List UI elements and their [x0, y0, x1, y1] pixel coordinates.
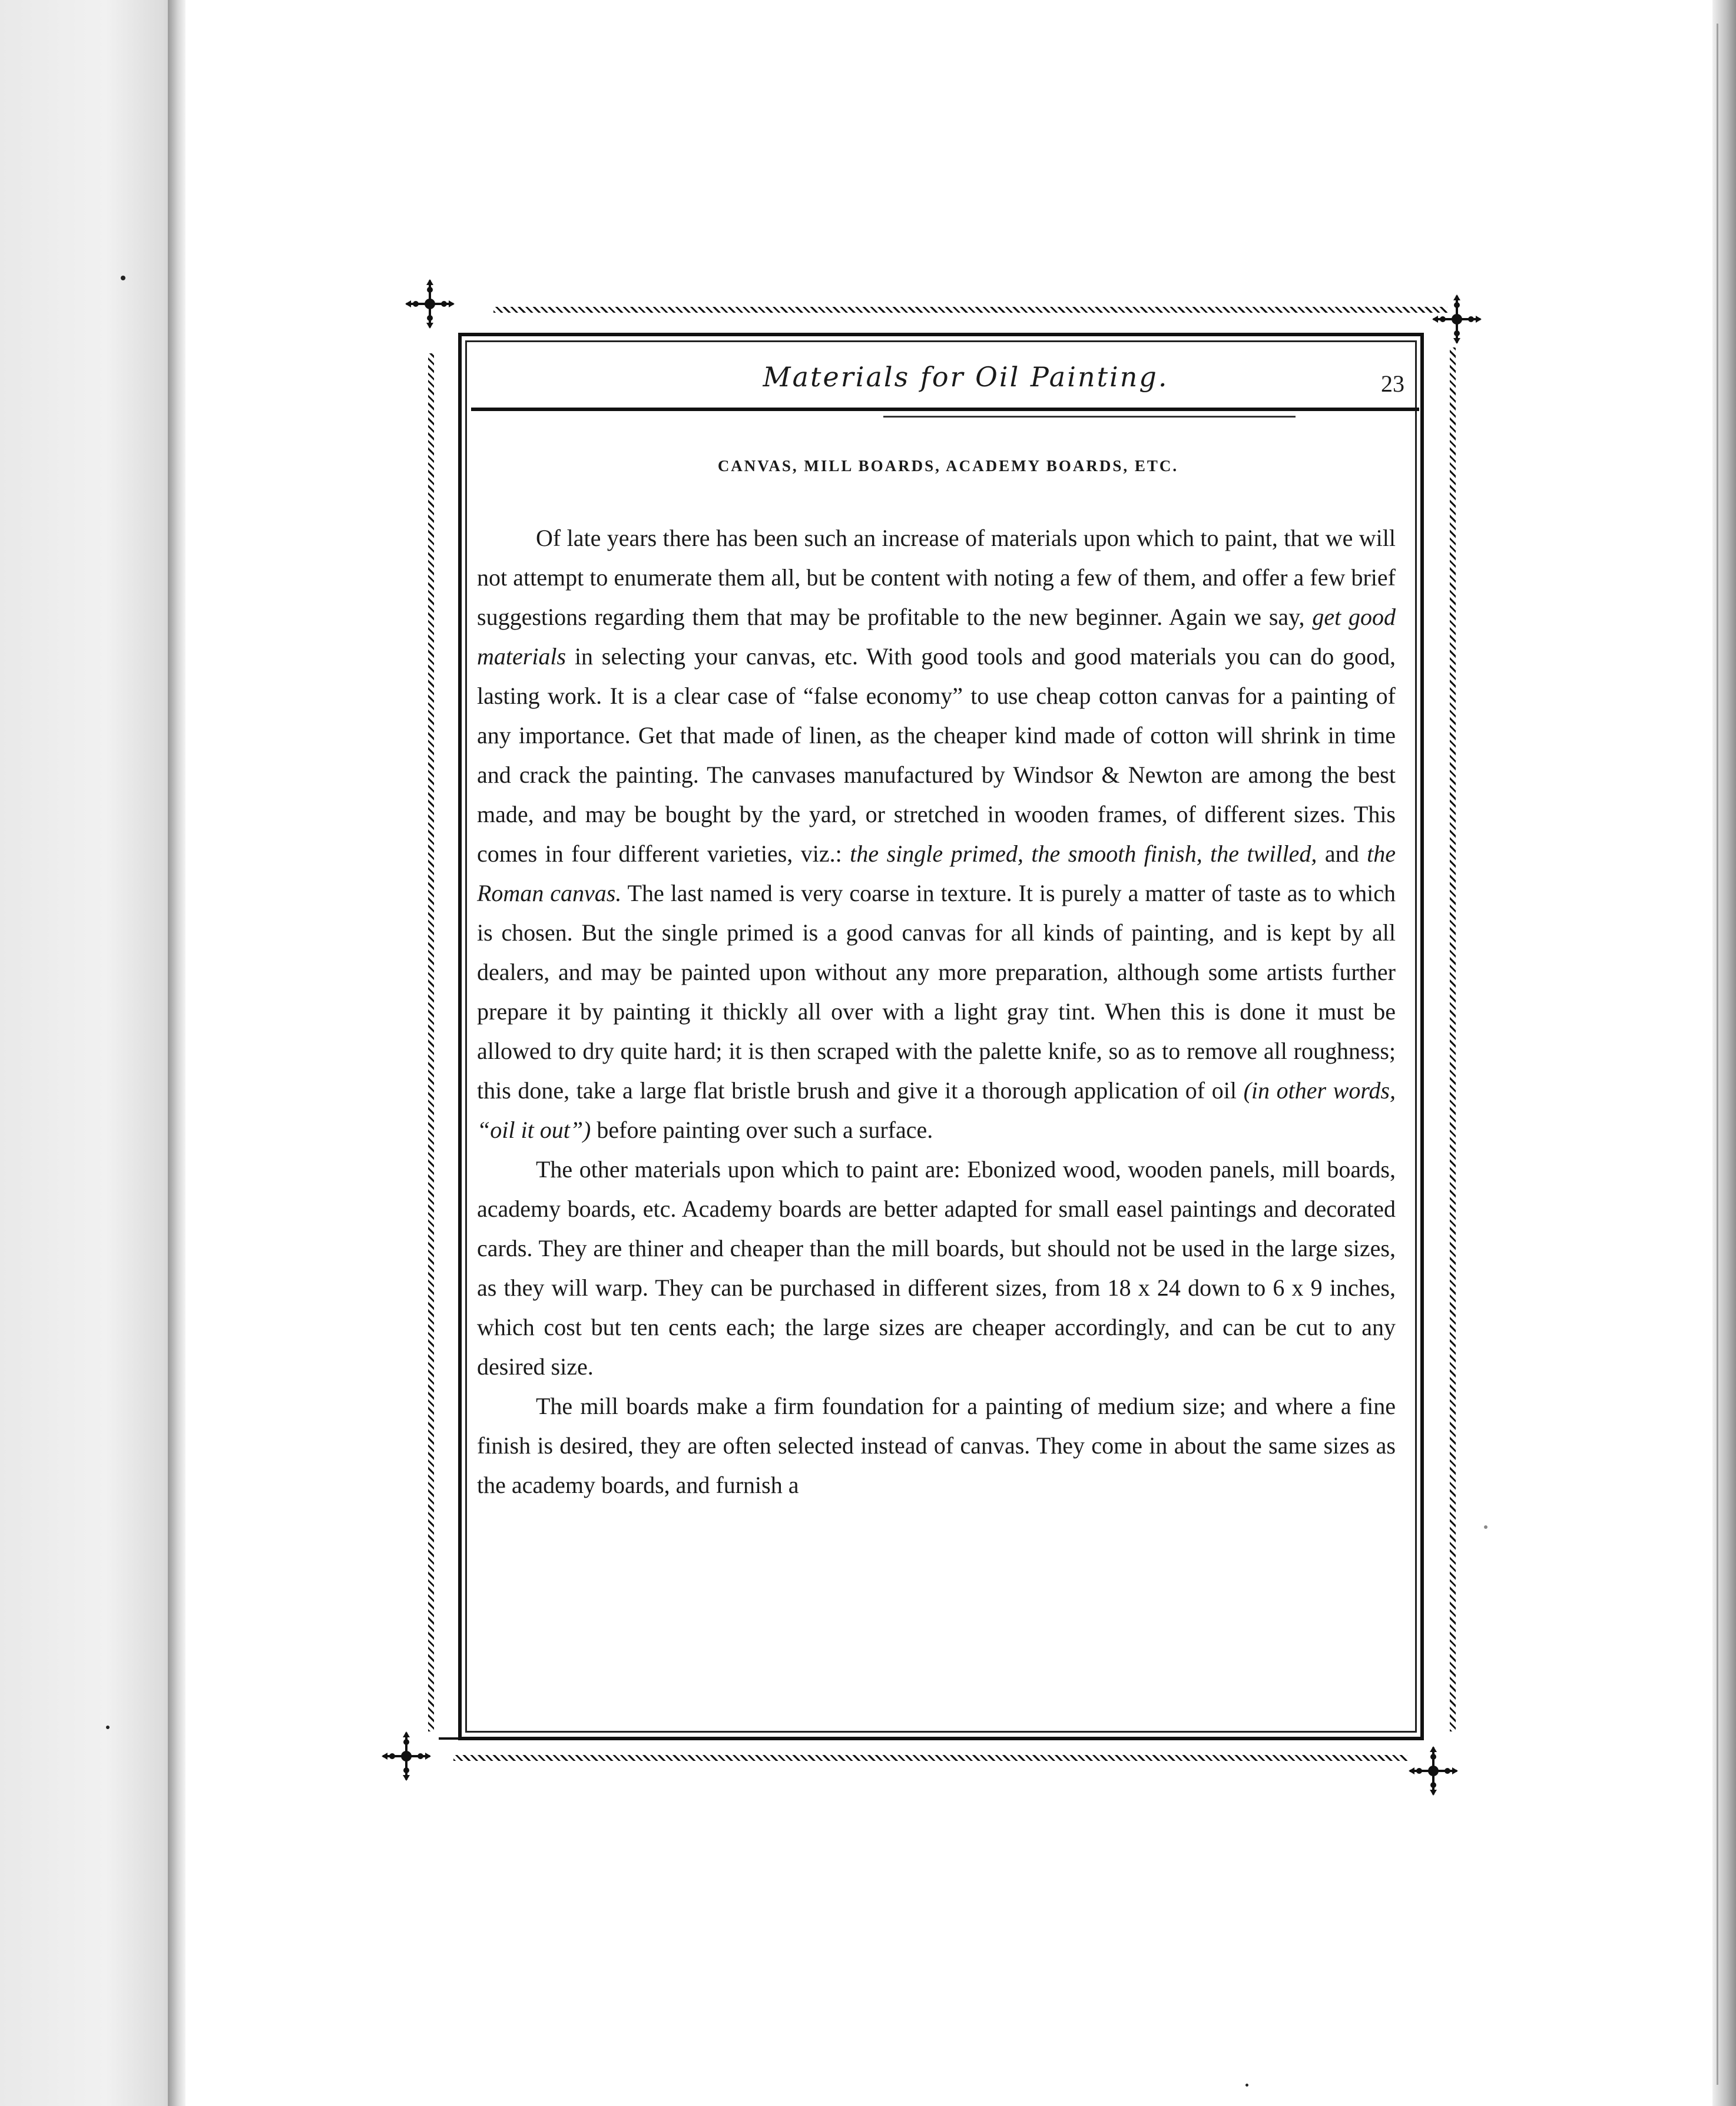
frame-rope-bottom [453, 1755, 1407, 1761]
text-run: The other materials upon which to paint are: Ebonized wood, wooden panels, mill boards, academy boards, etc. Academy boards are better adapted for small easel paintings and decorated cards. They are thiner and cheaper than the mill boards, but should not be used in the large sizes, as they will warp. They can be purchased in different sizes, from 18 x 24 down to 6 x 9 inches, which cost but ten cents each; the large sizes are cheaper accordingly, and can be cut to any desired size. [477, 1156, 1396, 1380]
speck [1484, 1525, 1487, 1529]
italic-phrase: (in other words, “oil it out”) [477, 1077, 1396, 1143]
italic-phrase: the Roman canvas. [477, 840, 1396, 906]
text-run: in selecting your canvas, etc. With good tools and good materials you can do good, lasting work. It is a clear case of “false economy” to use cheap cotton canvas for a painting of any importance. Get that made of linen, as the cheaper kind made of cotton will shrink in time and crack the painting. The canvases manufactured by Windsor & Newton are among the best made, and may be bought by the yard, or stretched in wooden frames, of different sizes. This comes in four different varieties, viz.: [477, 643, 1396, 867]
speck [121, 276, 125, 280]
fleuron-cross-icon [1432, 294, 1482, 344]
paragraph [477, 518, 1396, 1150]
text-run: and [1317, 840, 1367, 867]
page-number: 23 [1381, 370, 1404, 397]
frame-rope-right [1450, 347, 1456, 1731]
book-gutter [168, 0, 185, 2106]
page-edge-line [1717, 24, 1718, 2085]
fleuron-cross-icon [1409, 1746, 1458, 1796]
fleuron-cross-icon [382, 1731, 431, 1781]
paragraph [477, 1386, 1396, 1505]
header-rule-thin [883, 416, 1296, 418]
footer-rule [439, 1737, 1381, 1740]
text-run: before painting over such a surface. [591, 1117, 933, 1143]
italic-phrase: the single primed, the smooth finish, the twilled, [850, 840, 1317, 867]
text-run: Of late years there has been such an increase of materials upon which to paint, that we will not attempt to enumerate them all, but be content with noting a few of them, and offer a few brief suggestions regarding them that may be profitable to the new beginner. Again we say, [477, 525, 1396, 630]
italic-phrase: get good materials [477, 604, 1396, 670]
page-edge [1712, 0, 1736, 2106]
text-run: The last named is very coarse in texture. It is purely a matter of taste as to which is chosen. But the single primed is a good canvas for all kinds of painting, and is kept by all dealers, and may be painted upon without any more preparation, although some artists further prepare it by painting it thickly all over with a light gray tint. When this is done it must be allowed to dry quite hard; it is then scraped with the palette knife, so as to remove all roughness; this done, take a large flat bristle brush and give it a thorough application of oil [477, 880, 1396, 1104]
speck [106, 1726, 110, 1729]
running-head: Materials for Oil Painting. [763, 361, 1169, 393]
body-text [477, 518, 1396, 1505]
fleuron-cross-icon [405, 279, 455, 329]
speck [1245, 2084, 1248, 2087]
text-run: The mill boards make a firm foundation for a painting of medium size; and where a fine finish is desired, they are often selected instead of canvas. They come in about the same sizes as the academy boards, and furnish a [477, 1393, 1396, 1498]
paragraph [477, 1150, 1396, 1386]
frame-rope-top [493, 307, 1447, 313]
header-rule [471, 408, 1419, 411]
frame-rope-left [428, 353, 434, 1731]
facing-page [0, 0, 177, 2106]
section-heading: CANVAS, MILL BOARDS, ACADEMY BOARDS, ETC. [717, 457, 1179, 475]
